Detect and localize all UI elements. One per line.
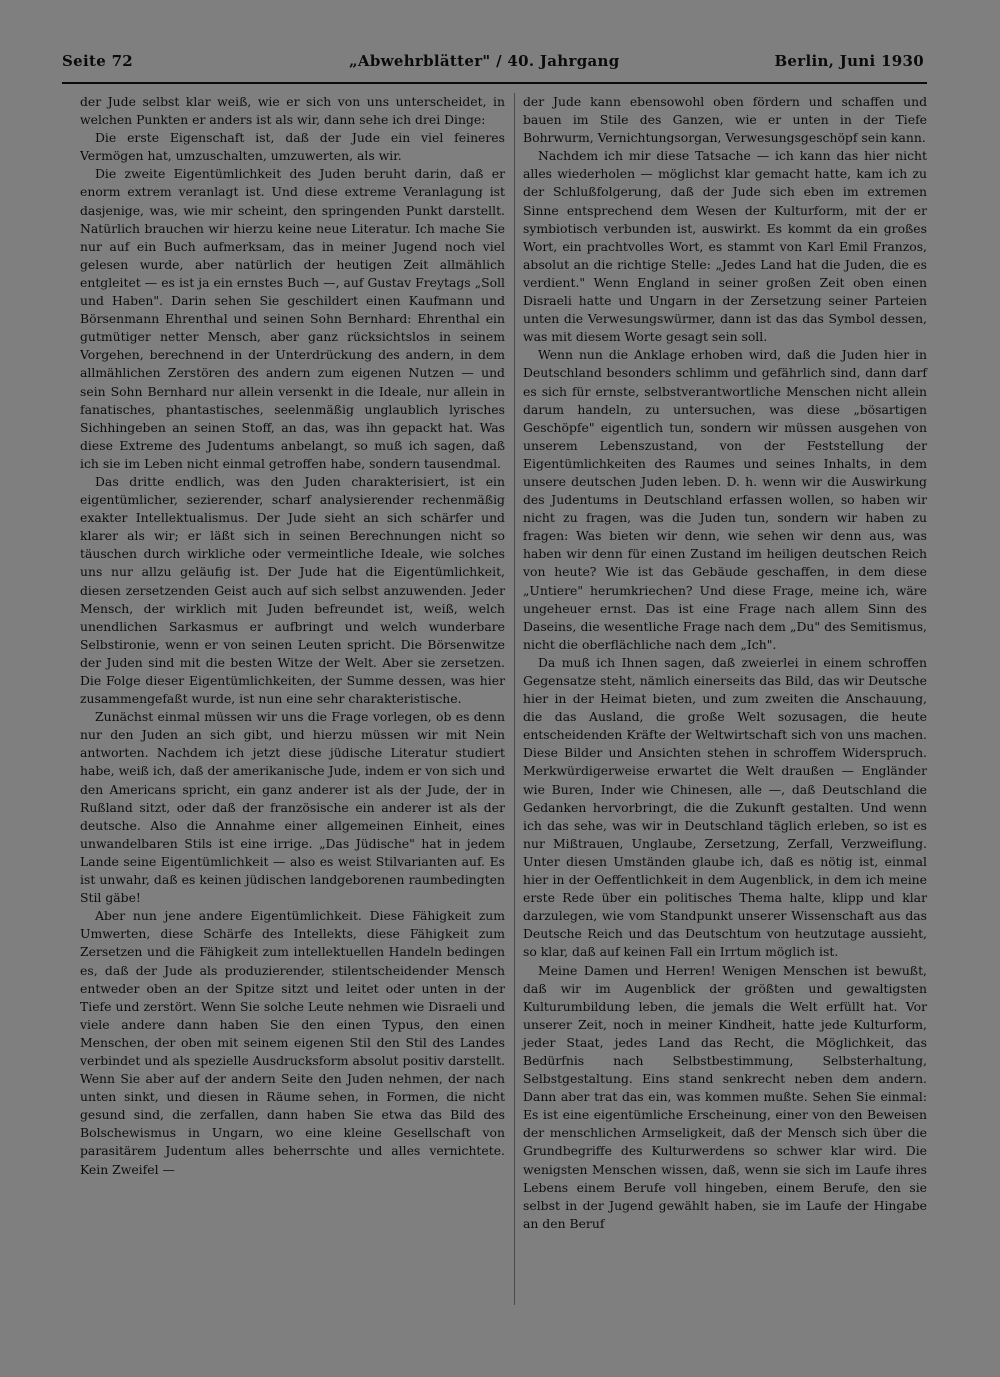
- paragraph: der Jude selbst klar weiß, wie er sich von uns unterscheidet, in welchen Punkten er anders ist als wir, dann sehe ich drei Dinge:: [80, 94, 505, 128]
- paragraph: Wenn nun die Anklage erhoben wird, daß die Juden hier in Deutschland besonders schlimm und gefährlich sind, dann darf es sich für ernste, selbstverantwortliche Menschen nicht allein darum handeln, zu untersuchen, was diese „bösartigen Geschöpfe" eigentlich tun, sondern wir müssen ausgehen von unserem Lebenszustand, von der Feststellung der Eigentümlichkeiten des Raumes und seines Inhalts, in dem unsere deutschen Juden leben. D. h. wenn wir die Auswirkung des Judentums in Deutschland erfassen wollen, so haben wir nicht zu fragen, was die Juden tun, sondern wir haben zu fragen: Was bieten wir denn, wie sehen wir denn aus, was haben wir denn für einen Zustand im heiligen deutschen Reich von heute? Wie ist das Gebäude geschaffen, in dem diese „Untiere" herumkriechen? Und diese Frage, meine ich, wäre ungeheuer ernst. Das ist eine Frage nach allem Sinn des Daseins, die wesentliche Frage nach dem „Du" des Semitismus, nicht die oberflächliche nach dem „Ich".: [523, 347, 927, 652]
- left-column: [80, 93, 505, 1179]
- paragraph: Nachdem ich mir diese Tatsache — ich kann das hier nicht alles wiederholen — möglichst klar gemacht hatte, kam ich zu der Schlußfolgerung, daß der Jude sich eben im extremen Sinne entsprechend dem Wesen der Kulturform, mit der er symbiotisch verbunden ist, auswirkt. Es kommt da ein großes Wort, ein prachtvolles Wort, es stammt von Karl Emil Franzos, absolut an die richtige Stelle: „Jedes Land hat die Juden, die es verdient." Wenn England in seiner großen Zeit oben einen Disraeli hatte und Ungarn in der Zersetzung seiner Parteien unten die Verwesungswürmer, dann ist das das Symbol dessen, was mit diesem Worte gesagt sein soll.: [523, 148, 927, 345]
- paragraph: Zunächst einmal müssen wir uns die Frage vorlegen, ob es denn nur den Juden an sich gibt, und hierzu müssen wir mit Nein antworten. Nachdem ich jetzt diese jüdische Literatur studiert habe, weiß ich, daß der amerikanische Jude, indem er von sich und den Americans spricht, ein ganz anderer ist als der Jude, der in Rußland sitzt, oder daß der französische ein anderer ist als der deutsche. Also die Annahme einer allgemeinen Einheit, eines unwandelbaren Stils ist eine irrige. „Das Jüdische" hat in jedem Lande seine Eigentümlichkeit — also es weist Stilvarianten auf. Es ist unwahr, daß es keinen jüdischen landgeborenen raumbedingten Stil gäbe!: [80, 709, 505, 906]
- journal-title: „Abwehrblätter" / 40. Jahrgang: [349, 52, 620, 70]
- paragraph: Meine Damen und Herren! Wenigen Menschen ist bewußt, daß wir im Augenblick der größten und gewaltigsten Kulturumbildung leben, die jemals die Welt erfüllt hat. Vor unserer Zeit, noch in meiner Kindheit, hatte jede Kulturform, jeder Staat, jedes Land das Recht, die Möglichkeit, das Bedürfnis nach Selbstbestimmung, Selbsterhaltung, Selbstgestaltung. Eins stand senkrecht neben dem andern. Dann aber trat das ein, was kommen mußte. Sehen Sie einmal: Es ist eine eigentümliche Erscheinung, einer von den Beweisen der menschlichen Armseligkeit, daß der Mensch sich über die Grundbegriffe des Kulturwerdens so schwer klar wird. Die wenigsten Menschen wissen, daß, wenn sie sich im Laufe ihres Lebens einem Berufe voll hingeben, einem Berufe, den sie selbst in der Jugend gewählt haben, sie im Laufe der Hingabe an den Beruf: [523, 962, 927, 1231]
- paragraph: Aber nun jene andere Eigentümlichkeit. Diese Fähigkeit zum Umwerten, diese Schärfe des Intellekts, diese Fähigkeit zum Zersetzen und die Fähigkeit zum intellektuellen Handeln bedingen es, daß der Jude als produzierender, stilentscheidender Mensch entweder oben an der Spitze sitzt und leitet oder unten in der Tiefe und zerstört. Wenn Sie solche Leute nehmen wie Disraeli und viele andere dann haben Sie den einen Typus, den einen Menschen, der oben mit seinem eigenen Stil den Stil des Landes verbindet und als spezielle Ausdrucksform absolut positiv darstellt. Wenn Sie aber auf der andern Seite den Juden nehmen, der nach unten sinkt, und diesen in Räume sehen, in Formen, die nicht gesund sind, die zerfallen, dann haben Sie etwa das Bild des Bolschewismus in Ungarn, wo eine kleine Gesellschaft von parasitärem Judentum alles beherrschte und alles vernichtete. Kein Zweifel —: [80, 908, 505, 1177]
- header-rule: [62, 82, 927, 84]
- place-date: Berlin, Juni 1930: [774, 52, 924, 70]
- right-column: [523, 93, 927, 1233]
- page-number: Seite 72: [62, 52, 134, 70]
- paragraph: Da muß ich Ihnen sagen, daß zweierlei in einem schroffen Gegensatze steht, nämlich einerseits das Bild, das wir Deutsche hier in der Heimat bieten, und zum zweiten die Anschauung, die das Ausland, die große Welt sozusagen, die heute entscheidenden Kräfte der Weltwirtschaft sich von uns machen. Diese Bilder und Ansichten stehen in schroffem Widerspruch. Merkwürdigerweise erwartet die Welt draußen — Engländer wie Buren, Inder wie Chinesen, alle —, daß Deutschland die Gedanken hervorbringt, die die Zukunft gestalten. Und wenn ich das sehe, was wir in Deutschland täglich erleben, so ist es nur Mißtrauen, Unglaube, Zersetzung, Zerfall, Verzweiflung. Unter diesen Umständen glaube ich, daß es nötig ist, einmal hier in der Oeffentlichkeit in dem Augenblick, in dem ich meine erste Rede über ein politisches Thema halte, klipp und klar darzulegen, wie vom Standpunkt unserer Wissenschaft aus das Deutsche Reich und das Deutschtum von heutzutage aussieht, so klar, daß auf keinen Fall ein Irrtum möglich ist.: [523, 654, 927, 960]
- paragraph: Die zweite Eigentümlichkeit des Juden beruht darin, daß er enorm extrem veranlagt ist. Und diese extreme Veranlagung ist dasjenige, was, wie mir scheint, den springenden Punkt darstellt. Natürlich brauchen wir hierzu keine neue Literatur. Ich mache Sie nur auf ein Buch aufmerksam, das in meiner Jugend noch viel gelesen wurde, aber natürlich der heutigen Zeit allmählich entgleitet — es ist ja ein ernstes Buch —, auf Gustav Freytags „Soll und Haben". Darin sehen Sie geschildert einen Kaufmann und Börsenmann Ehrenthal und seinen Sohn Bernhard: Ehrenthal ein gutmütiger netter Mensch, aber ganz rücksichtslos in seinem Vorgehen, berechnend in der Unterdrückung des andern, in dem allmählichen Zerstören des andern zum eigenen Nutzen — und sein Sohn Bernhard nur allein versenkt in die Ideale, nur allein in fanatisches, phantastisches, seelenmäßig unglaublich lyrisches Sichhingeben an seinen Stoff, an das, was ihn gepackt hat. Was diese Extreme des Judentums anbelangt, so muß ich sagen, daß ich sie im Leben nicht einmal getroffen habe, sondern tausendmal.: [80, 166, 505, 471]
- column-divider: [514, 93, 515, 1305]
- page-header: [62, 52, 924, 76]
- paragraph: Die erste Eigenschaft ist, daß der Jude ein viel feineres Vermögen hat, umzuschalten, umzuwerten, als wir.: [80, 130, 505, 164]
- paragraph: der Jude kann ebensowohl oben fördern und schaffen und bauen im Stile des Ganzen, wie er unten in der Tiefe Bohrwurm, Vernichtungsorgan, Verwesungsgeschöpf sein kann.: [523, 94, 927, 146]
- paragraph: Das dritte endlich, was den Juden charakterisiert, ist ein eigentümlicher, sezierender, scharf analysierender rechenmäßig exakter Intellektualismus. Der Jude sieht an sich schärfer und klarer als wir; er läßt sich in seinen Berechnungen nicht so täuschen durch wirkliche oder vermeintliche Ideale, wie solches uns nur allzu geläufig ist. Der Jude hat die Eigentümlichkeit, diesen zersetzenden Geist auch auf sich selbst anzuwenden. Jeder Mensch, der wirklich mit Juden befreundet ist, weiß, welch unendlichen Sarkasmus er aufbringt und welch wunderbare Selbstironie, wenn er von seinen Leuten spricht. Die Börsenwitze der Juden sind mit die besten Witze der Welt. Aber sie zersetzen. Die Folge dieser Eigentümlichkeiten, der Summe dessen, was hier zusammengefaßt wurde, ist nun eine sehr charakteristische.: [80, 473, 505, 707]
